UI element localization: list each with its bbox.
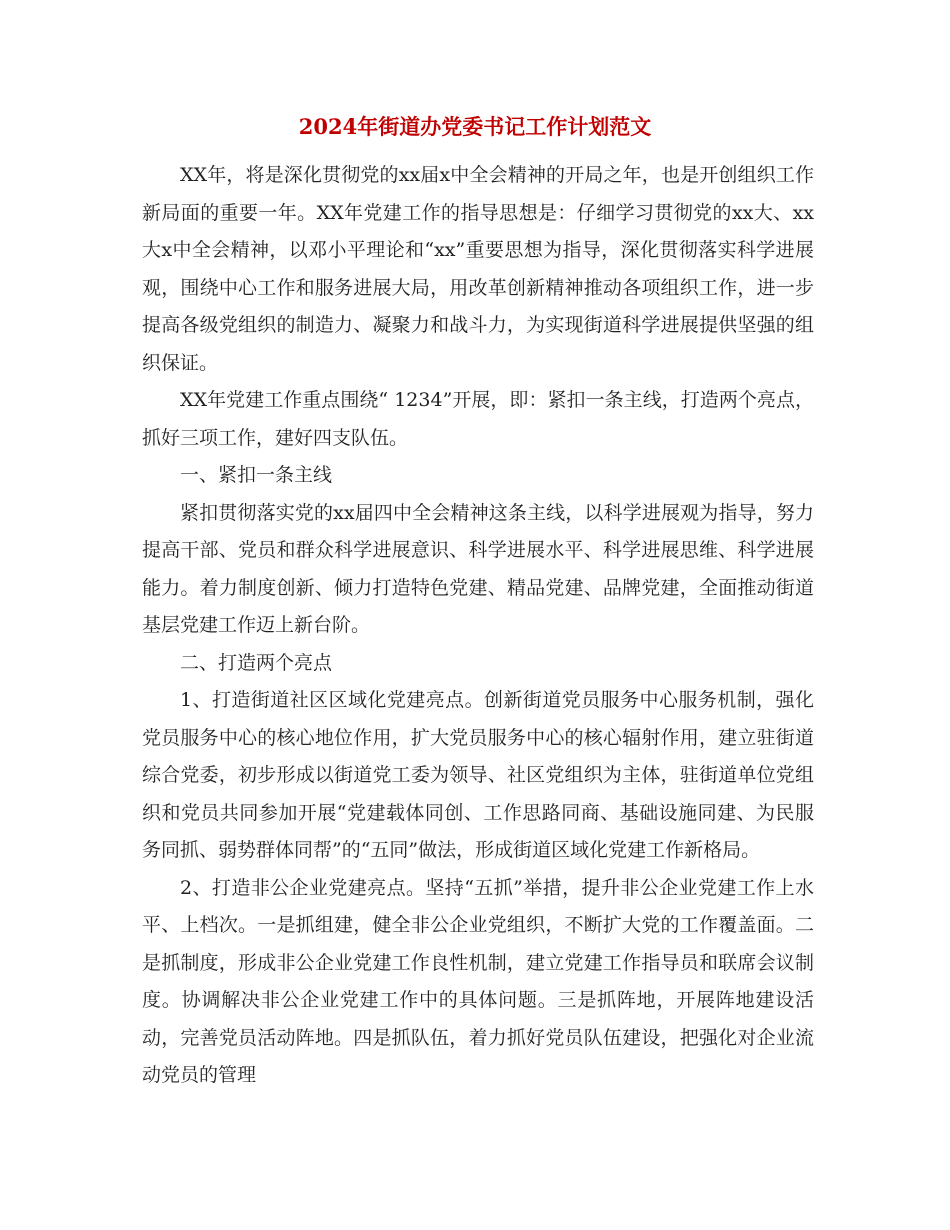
paragraph-item-1: 1、打造街道社区区域化党建亮点。创新街道党员服务中心服务机制，强化党员服务中心的核心地位作用，扩大党员服务中心的核心辐射作用，建立驻街道综合党委，初步形成以街道党工委为领导、社区党组织为主体，驻街道单位党组织和党员共同参加开展“党建载体同创、工作思路同商、基础设施同建、为民服务同抓、弱势群体同帮”的“五同”做法，形成街道区域化党建工作新格局。 [142, 689, 814, 861]
document-body [142, 157, 814, 1095]
section-heading-2: 二、打造两个亮点 [180, 651, 333, 674]
paragraph-item-2: 2、打造非公企业党建亮点。坚持“五抓”举措，提升非公企业党建工作上水平、上档次。一是抓组建，健全非公企业党组织，不断扩大党的工作覆盖面。二是抓制度，形成非公企业党建工作良性机制，建立党建工作指导员和联席会议制度。协调解决非公企业党建工作中的具体问题。三是抓阵地，开展阵地建设活动，完善党员活动阵地。四是抓队伍，着力抓好党员队伍建设，把强化对企业流动党员的管理 [142, 876, 814, 1086]
section-heading-1: 一、紧扣一条主线 [180, 464, 333, 486]
document-title: 2024年街道办党委书记工作计划范文 [298, 114, 652, 139]
paragraph-intro: XX年，将是深化贯彻党的xx届x中全会精神的开局之年，也是开创组织工作新局面的重要一年。XX年党建工作的指导思想是：仔细学习贯彻党的xx大、xx大x中全会精神，以邓小平理论和“xx”重要思想为指导，深化贯彻落实科学进展观，围绕中心工作和服务进展大局，用改革创新精神推动各项组织工作，进一步提高各级党组织的制造力、凝聚力和战斗力，为实现街道科学进展提供坚强的组织保证。 [142, 164, 814, 374]
paragraph-overview: XX年党建工作重点围绕“ 1234”开展，即：紧扣一条主线，打造两个亮点，抓好三项工作，建好四支队伍。 [142, 389, 814, 449]
paragraph-section-1: 紧扣贯彻落实党的xx届四中全会精神这条主线，以科学进展观为指导，努力提高干部、党员和群众科学进展意识、科学进展水平、科学进展思维、科学进展能力。着力制度创新、倾力打造特色党建、精品党建、品牌党建，全面推动街道基层党建工作迈上新台阶。 [142, 501, 814, 636]
